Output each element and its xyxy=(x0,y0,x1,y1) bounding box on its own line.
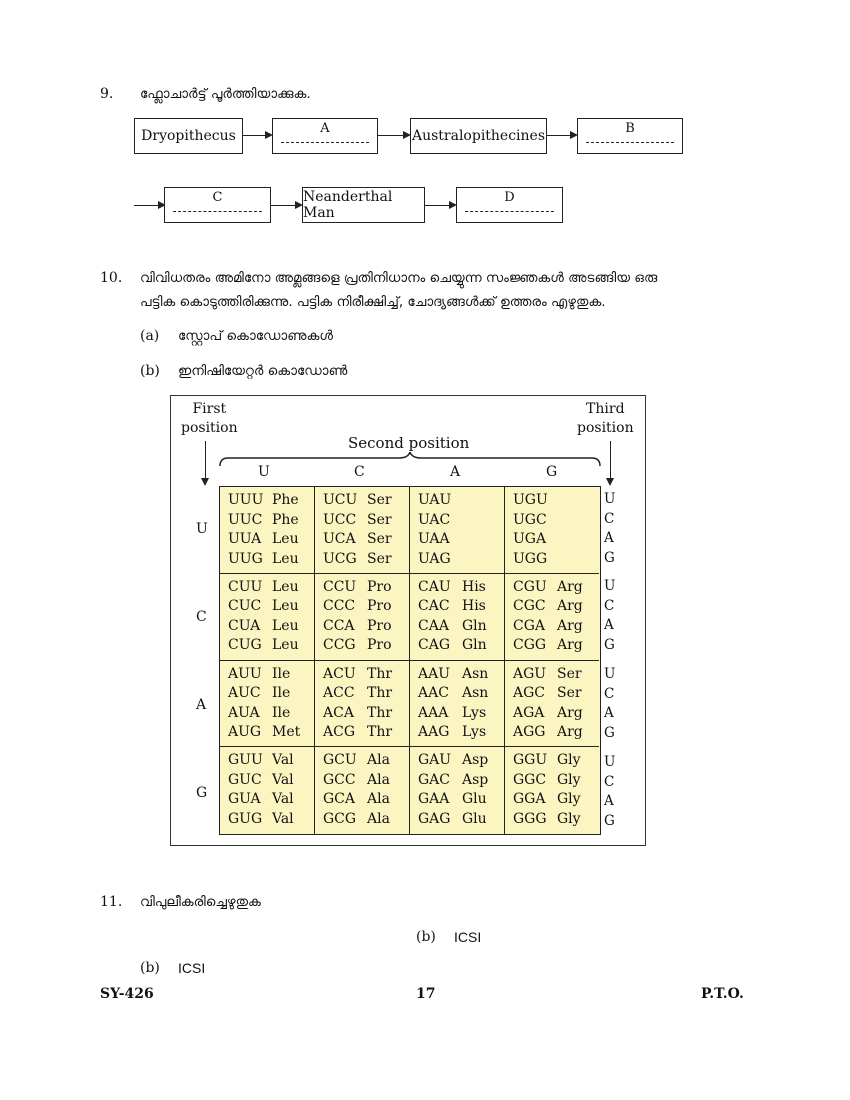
third-position-letter: U xyxy=(604,491,616,507)
codon-cell xyxy=(315,747,410,834)
amino-acid: Gln xyxy=(462,637,487,654)
first-position-label xyxy=(181,400,238,438)
codon-line xyxy=(418,665,504,685)
codon: CAC xyxy=(418,598,450,615)
amino-acid: Ile xyxy=(272,704,291,721)
codon: UGC xyxy=(513,511,547,528)
amino-acid: Gly xyxy=(557,752,581,769)
codon-line xyxy=(513,636,599,656)
flow-blank-b xyxy=(577,118,683,154)
codon-line xyxy=(513,751,599,771)
codon-line xyxy=(513,617,599,637)
codon: AAG xyxy=(418,724,450,740)
codon-line xyxy=(323,530,409,550)
amino-acid: Val xyxy=(272,771,294,788)
amino-acid: Ser xyxy=(367,511,392,528)
codon-line xyxy=(418,684,504,704)
codon-line xyxy=(228,704,314,724)
codon-line xyxy=(323,491,409,511)
codon-line xyxy=(513,578,599,598)
third-position-letter: C xyxy=(604,773,615,790)
third-position-letter: C xyxy=(604,510,615,527)
q10-line1: വിവിധതരം അമിനോ അമ്ലങ്ങളെ പ്രതിനിധാനം ചെയ്യുന്ന സംജ്ഞകൾ അടങ്ങിയ ഒരു xyxy=(140,270,658,286)
amino-acid: Asn xyxy=(462,685,489,701)
codon-line xyxy=(513,771,599,791)
q10-number: 10. xyxy=(100,270,123,286)
codon-cell xyxy=(505,661,599,748)
codon: AAC xyxy=(418,685,449,701)
codon: GAG xyxy=(418,810,451,827)
codon: UAU xyxy=(418,492,452,508)
amino-acid: Glu xyxy=(462,810,487,827)
codon-line xyxy=(228,491,314,511)
codon: UAA xyxy=(418,531,450,547)
amino-acid: Thr xyxy=(367,665,393,682)
q11-center-text: ICSI xyxy=(454,929,482,945)
flow-blank-label: D xyxy=(504,190,515,205)
codon: UGG xyxy=(513,550,548,567)
codon-cell xyxy=(505,574,599,661)
codon: CCA xyxy=(323,617,355,634)
amino-acid: Ser xyxy=(557,685,582,701)
codon-line xyxy=(418,810,504,830)
third-position-line: position xyxy=(577,420,634,436)
codon: GCA xyxy=(323,791,356,808)
third-position-arrow xyxy=(610,441,611,484)
second-position-brace xyxy=(219,452,601,468)
amino-acid: Thr xyxy=(367,704,393,721)
flow-arrow xyxy=(243,135,271,136)
codon: GGA xyxy=(513,791,546,808)
codon-line xyxy=(228,790,314,810)
codon: UUC xyxy=(228,511,263,528)
codon-line xyxy=(323,550,409,570)
flow-arrow xyxy=(425,205,455,206)
codon: UUA xyxy=(228,531,262,547)
third-position-letter: A xyxy=(604,793,614,809)
flow-blank-d xyxy=(456,187,563,223)
codon-line xyxy=(418,617,504,637)
codon: CAA xyxy=(418,617,449,634)
flow-box-australopithecines xyxy=(410,118,547,154)
third-position-line: Third xyxy=(586,401,625,417)
codon-cell xyxy=(505,487,599,574)
codon: UCA xyxy=(323,531,356,547)
codon-line xyxy=(418,550,504,570)
amino-acid: Ser xyxy=(367,492,392,508)
row-label-g: G xyxy=(196,785,208,801)
codon-cell xyxy=(220,574,315,661)
third-position-letter: C xyxy=(604,597,615,614)
q11-center-label: (b) xyxy=(416,929,436,945)
codon-line xyxy=(418,790,504,810)
flow-blank-a xyxy=(272,118,378,154)
codon-line xyxy=(228,636,314,656)
q10-line2: പട്ടിക കൊടുത്തിരിക്കുന്നു. പട്ടിക നിരീക്ഷിച്ച്, ചോദ്യങ്ങൾക്ക് ഉത്തരം എഴുതുക. xyxy=(140,294,606,310)
amino-acid: Ala xyxy=(367,810,390,827)
codon-cell xyxy=(220,661,315,748)
amino-acid: Arg xyxy=(557,724,583,740)
codon-line xyxy=(418,751,504,771)
flow-box-label: Australopithecines xyxy=(411,128,546,144)
codon: AAU xyxy=(418,665,451,682)
codon: GCC xyxy=(323,771,356,788)
codon: AGC xyxy=(513,685,546,701)
codon-line xyxy=(228,617,314,637)
amino-acid: Gly xyxy=(557,810,581,827)
codon-cell xyxy=(410,574,505,661)
codon-line xyxy=(228,511,314,531)
amino-acid: Thr xyxy=(367,724,393,740)
codon: UCC xyxy=(323,511,357,528)
codon-line xyxy=(418,597,504,617)
column-label-c: C xyxy=(354,464,365,480)
q11-left-label: (b) xyxy=(140,960,160,976)
codon: GAC xyxy=(418,771,451,788)
codon-cell xyxy=(220,747,315,834)
codon-line xyxy=(513,597,599,617)
codon-line xyxy=(228,751,314,771)
codon-line xyxy=(323,751,409,771)
flow-arrow xyxy=(271,205,301,206)
third-position-column xyxy=(604,490,615,568)
codon-grid xyxy=(219,486,601,835)
codon-line xyxy=(513,511,599,531)
amino-acid: Ala xyxy=(367,791,390,808)
amino-acid: Arg xyxy=(557,617,583,634)
row-label-u: U xyxy=(196,521,208,537)
codon-line xyxy=(418,704,504,724)
amino-acid: Lys xyxy=(462,704,487,721)
codon: ACU xyxy=(323,665,356,682)
codon: AGA xyxy=(513,704,545,721)
amino-acid: His xyxy=(462,578,486,595)
amino-acid: Asp xyxy=(462,752,489,769)
third-position-column xyxy=(604,665,615,743)
codon: GGU xyxy=(513,752,548,769)
codon-line xyxy=(418,511,504,531)
q11-text: വിപുലീകരിച്ചെഴുതുക xyxy=(140,894,261,910)
amino-acid: Leu xyxy=(272,598,299,615)
codon-line xyxy=(513,665,599,685)
codon: CUA xyxy=(228,617,261,634)
first-position-line: First xyxy=(192,401,227,417)
amino-acid: Ala xyxy=(367,771,390,788)
codon-line xyxy=(228,723,314,743)
third-position-letter: G xyxy=(604,724,615,741)
q11-number: 11. xyxy=(100,894,123,910)
amino-acid: Ile xyxy=(272,685,291,701)
codon: GUC xyxy=(228,771,262,788)
footer-pto: P.T.O. xyxy=(701,986,744,1002)
footer-page-number: 17 xyxy=(416,986,436,1002)
codon-line xyxy=(323,723,409,743)
second-position-label: Second position xyxy=(348,434,470,452)
flow-arrow xyxy=(378,135,409,136)
codon: AAA xyxy=(418,704,449,721)
amino-acid: Leu xyxy=(272,531,299,547)
codon-line xyxy=(323,597,409,617)
codon: UAG xyxy=(418,550,451,567)
codon-line xyxy=(513,723,599,743)
flow-box-label: Neanderthal Man xyxy=(303,189,393,221)
first-position-arrow xyxy=(205,441,206,484)
third-position-column xyxy=(604,753,615,831)
third-position-letter: U xyxy=(604,578,616,594)
flow-arrow xyxy=(547,135,576,136)
first-position-line: position xyxy=(181,420,238,436)
codon-cell xyxy=(315,574,410,661)
amino-acid: Pro xyxy=(367,578,392,595)
codon: GGG xyxy=(513,810,547,827)
flow-blank-label: A xyxy=(320,121,330,136)
q10-a-label: (a) xyxy=(140,328,160,344)
codon-cell xyxy=(410,661,505,748)
amino-acid: Ser xyxy=(557,665,582,682)
codon-line xyxy=(228,665,314,685)
column-label-g: G xyxy=(546,464,558,480)
codon-line xyxy=(228,810,314,830)
codon: AGU xyxy=(513,665,547,682)
codon-cell xyxy=(315,487,410,574)
codon: CUC xyxy=(228,598,262,615)
codon: CGG xyxy=(513,637,547,654)
codon-line xyxy=(228,684,314,704)
codon: AGG xyxy=(513,724,546,740)
amino-acid: Val xyxy=(272,791,294,808)
codon-line xyxy=(323,810,409,830)
flow-box-label: Dryopithecus xyxy=(141,128,236,144)
third-position-column xyxy=(604,577,615,655)
codon-line xyxy=(418,771,504,791)
codon-line xyxy=(323,617,409,637)
third-position-letter: A xyxy=(604,705,614,721)
codon-line xyxy=(418,491,504,511)
q10-a-text: സ്റ്റോപ് കൊഡോണുകൾ xyxy=(178,328,333,344)
codon-line xyxy=(323,684,409,704)
footer-code: SY-426 xyxy=(100,986,154,1002)
flow-blank-label: C xyxy=(212,190,223,205)
codon: ACA xyxy=(323,704,354,721)
codon-line xyxy=(228,597,314,617)
amino-acid: Leu xyxy=(272,550,299,567)
amino-acid: Leu xyxy=(272,637,299,654)
codon: CCU xyxy=(323,578,357,595)
third-position-letter: U xyxy=(604,754,616,770)
codon: CAU xyxy=(418,578,451,595)
q9-text: ഫ്ലോചാർട്ട് പൂർത്തിയാക്കുക. xyxy=(140,86,311,102)
codon: UGU xyxy=(513,492,548,508)
third-position-letter: G xyxy=(604,636,615,653)
amino-acid: Arg xyxy=(557,598,583,615)
codon: UUG xyxy=(228,550,263,567)
row-label-a: A xyxy=(196,697,207,713)
amino-acid: Phe xyxy=(272,511,299,528)
codon: GUU xyxy=(228,752,263,769)
codon: CUU xyxy=(228,578,263,595)
codon: CGA xyxy=(513,617,546,634)
codon-line xyxy=(513,491,599,511)
codon: GCG xyxy=(323,810,357,827)
codon-line xyxy=(323,511,409,531)
amino-acid: Asp xyxy=(462,771,489,788)
codon-line xyxy=(228,530,314,550)
amino-acid: Asn xyxy=(462,665,489,682)
column-label-a: A xyxy=(450,464,461,480)
row-label-c: C xyxy=(196,609,207,625)
amino-acid: Gly xyxy=(557,791,581,808)
amino-acid: Arg xyxy=(557,578,583,595)
flow-box-neanderthal xyxy=(302,187,425,223)
amino-acid: Gln xyxy=(462,617,487,634)
codon: ACC xyxy=(323,685,355,701)
third-position-letter: A xyxy=(604,530,614,546)
codon: GCU xyxy=(323,752,357,769)
third-position-letter: G xyxy=(604,549,615,566)
q9-number: 9. xyxy=(100,86,114,102)
amino-acid: Phe xyxy=(272,492,299,508)
codon: AUG xyxy=(228,724,262,740)
codon: UUU xyxy=(228,492,264,508)
codon-line xyxy=(323,704,409,724)
amino-acid: Ala xyxy=(367,752,390,769)
third-position-letter: U xyxy=(604,666,616,682)
codon: CGC xyxy=(513,598,546,615)
flow-arrow xyxy=(134,205,164,206)
codon-line xyxy=(418,636,504,656)
amino-acid: Glu xyxy=(462,791,487,808)
codon: AUU xyxy=(228,665,262,682)
third-position-letter: A xyxy=(604,617,614,633)
codon: UCU xyxy=(323,492,358,508)
codon-line xyxy=(513,684,599,704)
amino-acid: Val xyxy=(272,810,294,827)
codon-line xyxy=(418,723,504,743)
amino-acid: Met xyxy=(272,724,301,740)
codon: AUA xyxy=(228,704,260,721)
codon-line xyxy=(513,704,599,724)
codon-line xyxy=(513,550,599,570)
flow-blank-label: B xyxy=(625,121,635,136)
q11-left-text: ICSI xyxy=(178,960,206,976)
codon-line xyxy=(418,530,504,550)
amino-acid: Leu xyxy=(272,578,299,595)
amino-acid: Arg xyxy=(557,704,583,721)
amino-acid: Gly xyxy=(557,771,581,788)
amino-acid: Val xyxy=(272,752,294,769)
codon-cell xyxy=(410,487,505,574)
codon: GAU xyxy=(418,752,452,769)
codon-cell xyxy=(315,661,410,748)
codon: UCG xyxy=(323,550,357,567)
codon-line xyxy=(323,636,409,656)
codon-line xyxy=(323,665,409,685)
amino-acid: Thr xyxy=(367,685,393,701)
third-position-label xyxy=(577,400,634,438)
codon: CGU xyxy=(513,578,547,595)
amino-acid: Ile xyxy=(272,665,291,682)
codon-line xyxy=(323,578,409,598)
codon: ACG xyxy=(323,724,356,740)
column-label-u: U xyxy=(258,464,270,480)
amino-acid: Pro xyxy=(367,598,392,615)
codon-line xyxy=(228,771,314,791)
codon-line xyxy=(513,790,599,810)
codon-line xyxy=(228,578,314,598)
codon: GGC xyxy=(513,771,547,788)
codon: GUG xyxy=(228,810,263,827)
codon: GUA xyxy=(228,791,261,808)
amino-acid: Ser xyxy=(367,550,392,567)
codon: UGA xyxy=(513,531,547,547)
codon-line xyxy=(323,771,409,791)
codon-line xyxy=(228,550,314,570)
amino-acid: Ser xyxy=(367,531,392,547)
amino-acid: Pro xyxy=(367,617,392,634)
amino-acid: Lys xyxy=(462,724,487,740)
codon: CUG xyxy=(228,637,262,654)
codon-cell xyxy=(410,747,505,834)
amino-acid: Leu xyxy=(272,617,299,634)
third-position-letter: C xyxy=(604,685,615,702)
codon: GAA xyxy=(418,791,450,808)
codon-line xyxy=(418,578,504,598)
codon: CCC xyxy=(323,598,356,615)
codon: CCG xyxy=(323,637,356,654)
flow-box-dryopithecus xyxy=(134,118,243,154)
q10-b-label: (b) xyxy=(140,363,160,379)
codon: AUC xyxy=(228,685,261,701)
codon-line xyxy=(513,810,599,830)
codon-cell xyxy=(505,747,599,834)
codon-line xyxy=(513,530,599,550)
amino-acid: His xyxy=(462,598,486,615)
amino-acid: Pro xyxy=(367,637,392,654)
codon: CAG xyxy=(418,637,451,654)
flow-blank-c xyxy=(164,187,271,223)
codon: UAC xyxy=(418,511,451,528)
q10-b-text: ഇനിഷിയേറ്റർ കൊഡോൺ xyxy=(178,363,348,379)
codon-line xyxy=(323,790,409,810)
amino-acid: Arg xyxy=(557,637,583,654)
third-position-letter: G xyxy=(604,812,615,829)
codon-cell xyxy=(220,487,315,574)
